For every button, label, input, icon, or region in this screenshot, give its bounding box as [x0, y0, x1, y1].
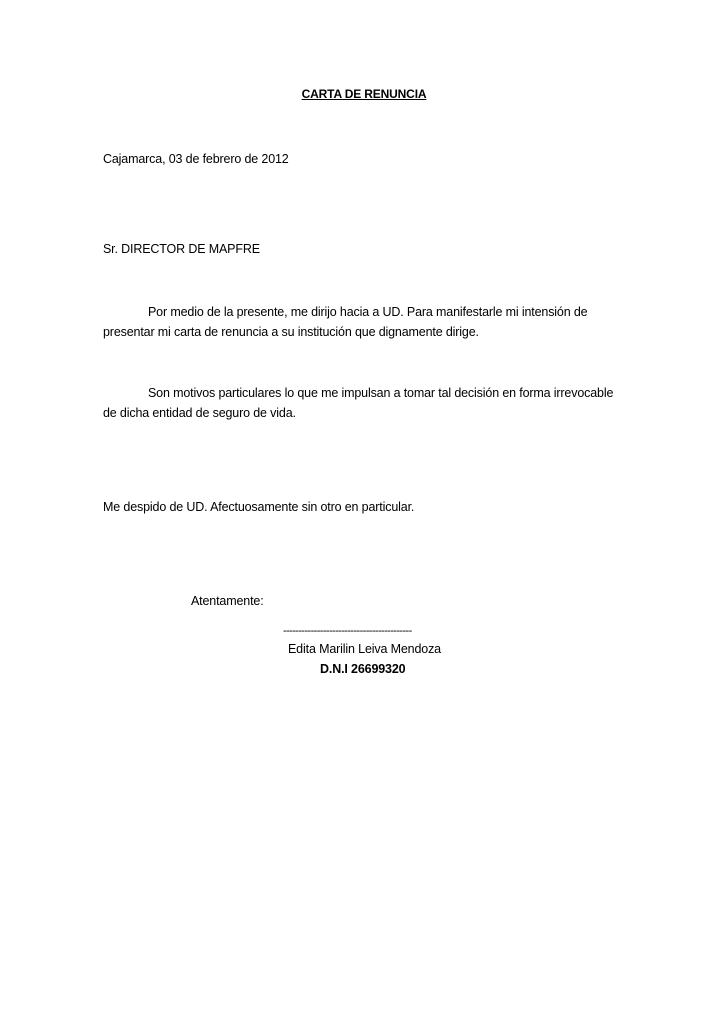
signer-name: Edita Marilin Leiva Mendoza: [288, 642, 441, 656]
paragraph-1-line-2: presentar mi carta de renuncia a su institución que dignamente dirige.: [103, 325, 479, 339]
closing: Atentamente:: [191, 594, 264, 608]
place-date: Cajamarca, 03 de febrero de 2012: [103, 152, 289, 166]
letter-title: CARTA DE RENUNCIA: [301, 87, 427, 101]
signature-line: ------------------------------------------: [283, 625, 412, 637]
paragraph-2-line-1: Son motivos particulares lo que me impulsan a tomar tal decisión en forma irrevocable: [148, 386, 614, 400]
recipient: Sr. DIRECTOR DE MAPFRE: [103, 242, 260, 256]
paragraph-2-line-2: de dicha entidad de seguro de vida.: [103, 406, 296, 420]
signer-id: D.N.I 26699320: [320, 662, 406, 676]
paragraph-1-line-1: Por medio de la presente, me dirijo hacia a UD. Para manifestarle mi intensión de: [148, 305, 588, 319]
farewell: Me despido de UD. Afectuosamente sin otro en particular.: [103, 500, 415, 514]
